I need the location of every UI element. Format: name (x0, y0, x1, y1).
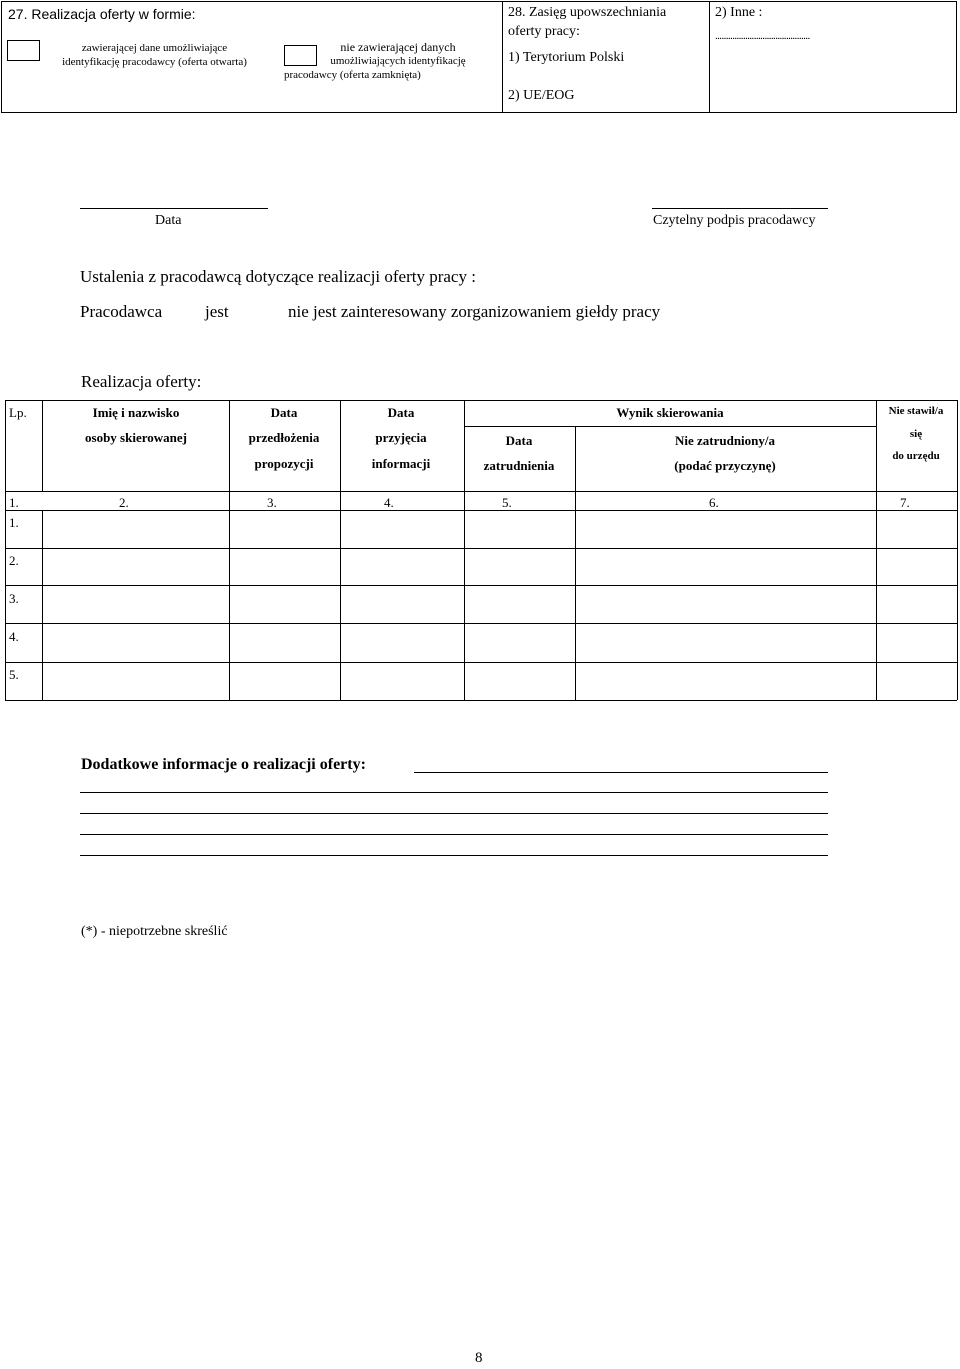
header-noshow-line1: Nie stawił/a (888, 405, 944, 417)
header-submit-line2: przedłożenia (248, 430, 320, 445)
footnote: (*) - niepotrzebne skreślić (81, 924, 228, 939)
table-right-border (957, 400, 958, 700)
header-noshow-line3: do urzędu (892, 450, 940, 462)
col-name-divider (229, 400, 230, 700)
reach-other-label: 2) Inne : (715, 5, 763, 20)
additional-info-line-1[interactable] (414, 772, 828, 773)
closed-offer-label-line2: umożliwiających identyfikację (330, 55, 466, 67)
column-number-7: 7. (900, 495, 910, 510)
date-label: Data (155, 213, 182, 228)
row-number-4: 4. (9, 629, 19, 644)
section-28-title-line1: 28. Zasięg upowszechniania (508, 5, 667, 20)
table-left-border (5, 400, 6, 700)
section-27-title: 27. Realizacja oferty w formie: (8, 6, 196, 22)
col-lp-divider-body (42, 510, 43, 700)
column-number-3: 3. (267, 495, 277, 510)
open-offer-label-line1: zawierającej dane umożliwiające (81, 42, 228, 54)
table-header-bottom (5, 491, 957, 492)
row-3-bottom (5, 623, 957, 624)
header-accept-line1: Data (387, 405, 415, 420)
row-number-3: 3. (9, 591, 19, 606)
is-interested-option[interactable]: jest (205, 302, 229, 321)
reach-other-field[interactable]: ............................................ (715, 30, 810, 42)
section-28-title-line2: oferty pracy: (508, 24, 580, 39)
additional-info-heading: Dodatkowe informacje o realizacji oferty: (81, 756, 366, 773)
col-submit-divider (340, 400, 341, 700)
row-number-2: 2. (9, 553, 19, 568)
header-accept-line3: informacji (371, 456, 431, 471)
header-lp: Lp. (9, 405, 27, 420)
reach-option-poland: 1) Terytorium Polski (508, 50, 625, 65)
additional-info-line-4[interactable] (80, 834, 828, 835)
row-2-bottom (5, 585, 957, 586)
header-noshow-line2: się (909, 428, 923, 440)
employer-word: Pracodawca (80, 302, 163, 321)
open-offer-label-line2: identyfikację pracodawcy (oferta otwarta) (62, 56, 247, 68)
table-top-border (5, 400, 957, 401)
not-interested-option[interactable]: nie jest zainteresowany zorganizowaniem giełdy pracy (288, 302, 661, 321)
arrangements-heading: Ustalenia z pracodawcą dotyczące realizacji oferty pracy : (80, 267, 476, 286)
column-number-2: 2. (119, 495, 129, 510)
page-number: 8 (475, 1350, 483, 1366)
realization-heading: Realizacja oferty: (81, 372, 202, 391)
header-result: Wynik skierowania (616, 405, 724, 420)
result-subheader-line (464, 426, 876, 427)
table-bottom-border (5, 700, 957, 701)
column-number-4: 4. (384, 495, 394, 510)
additional-info-line-2[interactable] (80, 792, 828, 793)
header-employ-line1: Data (505, 433, 533, 448)
header-accept-line2: przyjęcia (375, 430, 427, 445)
closed-offer-label-line1: nie zawierającej danych (340, 40, 456, 54)
row-1-bottom (5, 548, 957, 549)
header-employ-line2: zatrudnienia (483, 458, 555, 473)
col-accept-divider (464, 400, 465, 700)
additional-info-line-3[interactable] (80, 813, 828, 814)
row-number-5: 5. (9, 667, 19, 682)
col-employ-divider (575, 426, 576, 700)
employer-signature-label: Czytelny podpis pracodawcy (653, 213, 816, 228)
header-submit-line1: Data (270, 405, 298, 420)
row-number-1: 1. (9, 515, 19, 530)
header-name-line2: osoby skierowanej (85, 430, 187, 445)
col-notemp-divider (876, 400, 877, 700)
col-lp-divider-header (42, 400, 43, 491)
header-submit-line3: propozycji (254, 456, 314, 471)
header-notemp-line1: Nie zatrudniony/a (674, 433, 776, 448)
row-4-bottom (5, 662, 957, 663)
reach-option-eu: 2) UE/EOG (508, 88, 575, 103)
header-name-line1: Imię i nazwisko (92, 405, 180, 420)
number-row-bottom (5, 510, 957, 511)
closed-offer-label-line3: pracodawcy (oferta zamknięta) (284, 69, 421, 81)
additional-info-line-5[interactable] (80, 855, 828, 856)
column-number-1: 1. (9, 495, 19, 510)
column-number-5: 5. (502, 495, 512, 510)
header-notemp-line2: (podać przyczynę) (674, 458, 776, 473)
column-number-6: 6. (709, 495, 719, 510)
